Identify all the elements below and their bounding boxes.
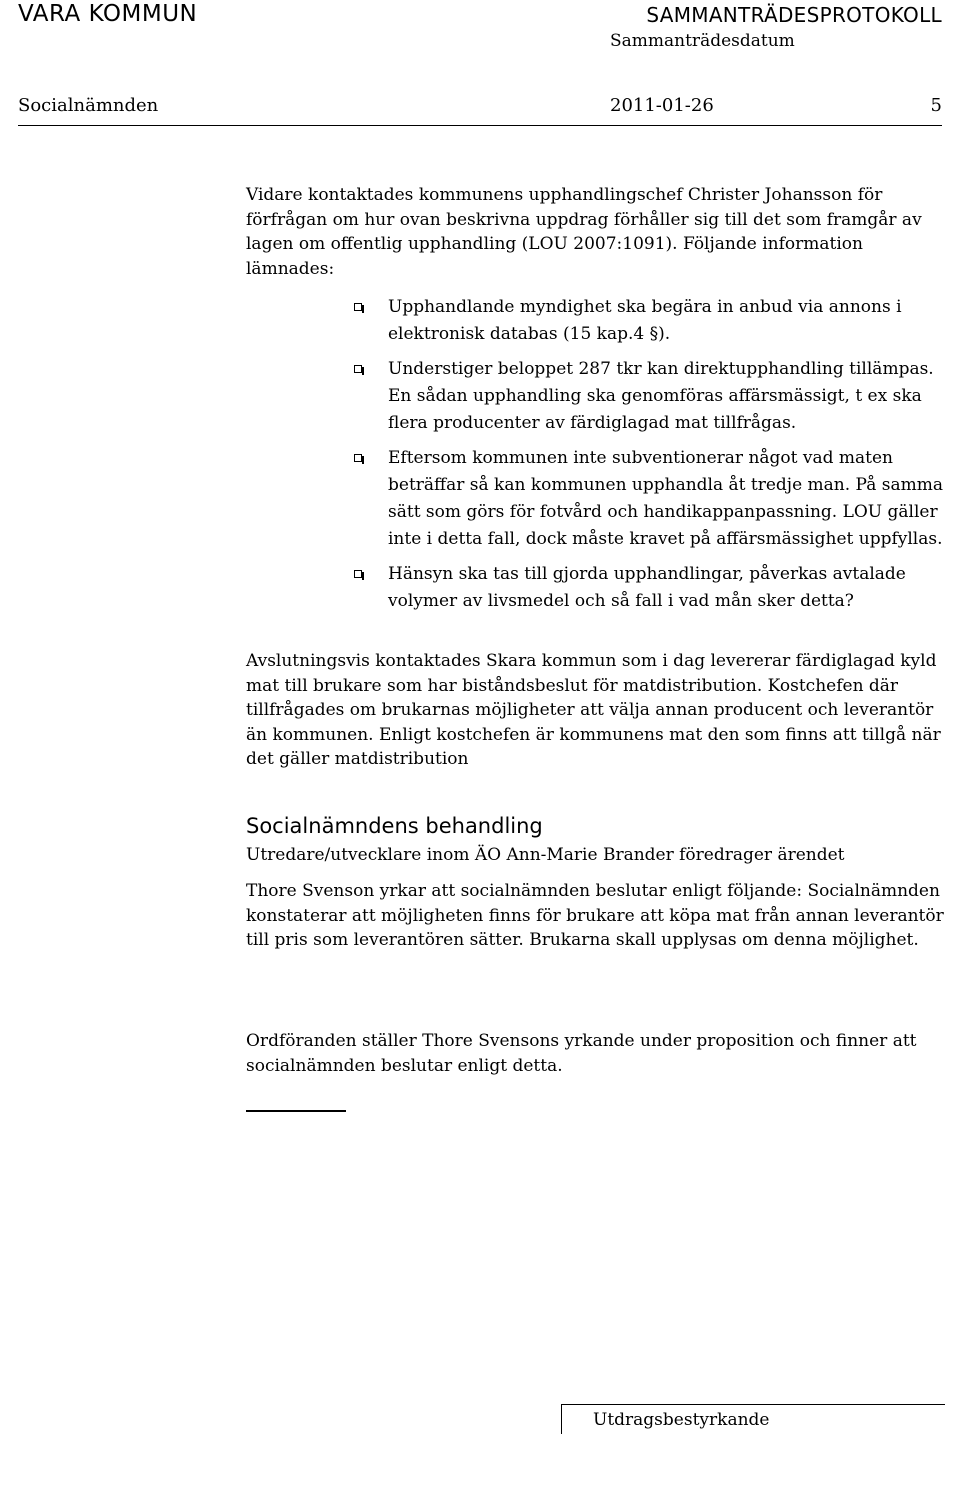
list-item-text: Upphandlande myndighet ska begära in anbud via annons i elektronisk databas (15 kap.4 §). xyxy=(388,297,902,344)
checkbox-bullet-icon xyxy=(354,365,362,373)
information-list xyxy=(354,294,954,623)
list-item-text: Hänsyn ska tas till gjorda upphandlingar, påverkas avtalade volymer av livsmedel och så fall i vad mån sker detta? xyxy=(388,564,906,611)
list-item-text: Understiger beloppet 287 tkr kan direktupphandling tillämpas. En sådan upphandling ska genomföras affärsmässigt, t ex ska flera producenter av färdiglagad mat tillfrågas. xyxy=(388,359,934,433)
section-heading: Socialnämndens behandling xyxy=(246,814,543,838)
document-type: SAMMANTRÄDESPROTOKOLL xyxy=(646,3,942,27)
list-item xyxy=(354,445,954,553)
list-item xyxy=(354,561,954,615)
conclusion-paragraph: Avslutningsvis kontaktades Skara kommun som i dag levererar färdiglagad kyld mat till brukare som har biståndsbeslut för matdistribution. Kostchefen där tillfrågades om brukarnas möjligheter att välja annan producent och leverantör än kommunen. Enligt kostchefen är kommunens mat den som finns att tillgå när det gäller matdistribution xyxy=(246,651,941,769)
checkbox-bullet-icon xyxy=(354,303,362,311)
decision-paragraph: Ordföranden ställer Thore Svensons yrkande under proposition och finner att socialnämnden beslutar enligt detta. xyxy=(246,1031,917,1076)
list-item-text: Eftersom kommunen inte subventionerar något vad maten beträffar så kan kommunen upphandla åt tredje man. På samma sätt som görs för fotvård och handikappanpassning. LOU gäller inte i detta fall, dock måste kravet på affärsmässighet uppfyllas. xyxy=(388,448,943,549)
certification-label: Utdragsbestyrkande xyxy=(593,1410,770,1430)
header-divider xyxy=(18,125,942,126)
list-item xyxy=(354,356,954,437)
meeting-date: 2011-01-26 xyxy=(610,95,714,116)
committee-name: Socialnämnden xyxy=(18,95,159,116)
intro-paragraph: Vidare kontaktades kommunens upphandlingschef Christer Johansson för förfrågan om hur ovan beskrivna uppdrag förhåller sig till det som framgår av lagen om offentlig upphandling (LOU 2007:1091). Följande information lämnades: xyxy=(246,185,922,279)
checkbox-bullet-icon xyxy=(354,454,362,462)
checkbox-bullet-icon xyxy=(354,570,362,578)
list-item xyxy=(354,294,954,348)
footer-box-top-border xyxy=(561,1404,945,1405)
closing-divider xyxy=(246,1110,346,1112)
page-number: 5 xyxy=(930,95,942,116)
presenter-paragraph: Utredare/utvecklare inom ÄO Ann-Marie Brander föredrager ärendet xyxy=(246,845,845,865)
meeting-date-label: Sammanträdesdatum xyxy=(610,31,795,51)
motion-paragraph: Thore Svenson yrkar att socialnämnden beslutar enligt följande: Socialnämnden konstaterar att möjligheten finns för brukare att köpa mat från annan leverantör till pris som leverantören sätter. Brukarna skall upplysas om denna möjlighet. xyxy=(246,881,944,950)
footer-box-left-border xyxy=(561,1404,562,1434)
organization-name: VARA KOMMUN xyxy=(18,1,198,27)
